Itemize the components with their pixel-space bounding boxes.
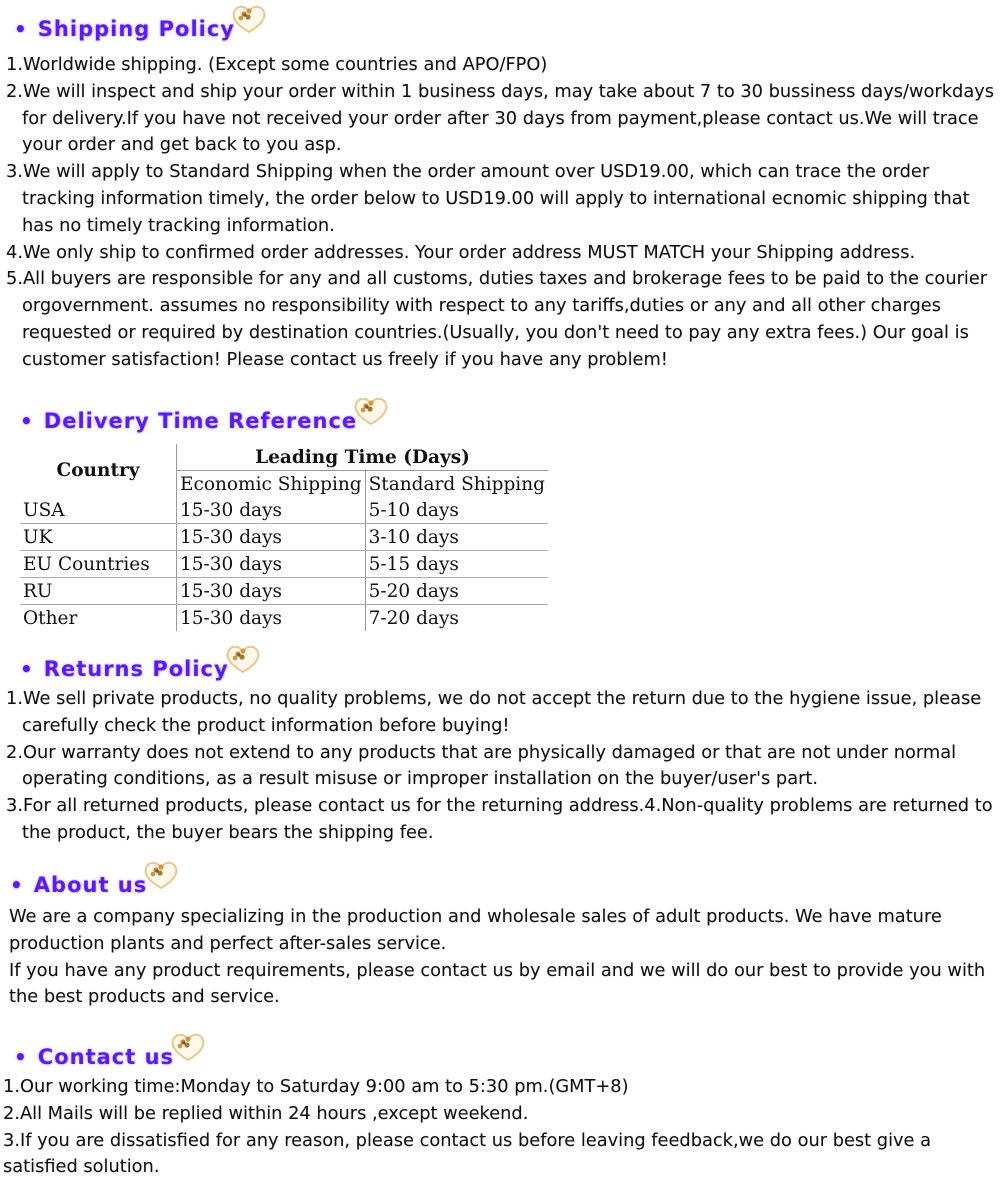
shipping-policy-list: [6, 52, 996, 374]
header-economic: Economic Shipping: [177, 471, 366, 498]
delivery-time-table: [20, 444, 548, 631]
contact-us-title: Contact us: [37, 1045, 175, 1069]
returns-policy-title: Returns Policy: [43, 657, 229, 681]
country-cell: Other: [23, 607, 78, 629]
heart-flower-icon: [349, 394, 393, 428]
country-cell: USA: [20, 497, 177, 524]
contact-item: 3.If you are dissatisfied for any reason, please contact us before leaving feedback,we do our best give a satisfied solution.: [3, 1129, 932, 1178]
heart-flower-icon: [227, 2, 271, 36]
contact-us-heading: [14, 1040, 210, 1074]
table-row: [20, 524, 548, 551]
heart-flower-icon: [166, 1030, 210, 1064]
standard-cell: 5-15 days: [365, 551, 548, 578]
table-row: [20, 497, 548, 524]
about-paragraph: We are a company specializing in the production and wholesale sales of adult products. We have mature production plants and perfect after-sales service.: [9, 906, 942, 954]
about-us-text: [6, 904, 996, 1011]
shipping-policy-heading: [14, 12, 271, 46]
country-cell: EU Countries: [20, 551, 177, 578]
delivery-time-title: Delivery Time Reference: [43, 409, 358, 433]
bullet-icon: •: [14, 17, 28, 41]
shipping-item: 1.Worldwide shipping. (Except some countries and APO/FPO): [6, 54, 548, 75]
country-cell: UK: [20, 524, 177, 551]
shipping-item: 2.We will inspect and ship your order within 1 business days, may take about 7 to 30 bussiness days/workdays for delivery.If you have not received your order after 30 days from payment,please contact us.We will trace your order and get back to you asp.: [6, 80, 994, 156]
returns-policy-list: [6, 686, 996, 847]
country-cell: RU: [20, 578, 177, 605]
standard-cell: 3-10 days: [365, 524, 548, 551]
table-row: [20, 578, 548, 605]
contact-item: 1.Our working time:Monday to Saturday 9:00 am to 5:30 pm.(GMT+8): [3, 1076, 629, 1097]
about-us-title: About us: [33, 873, 148, 897]
economic-cell: 15-30 days: [177, 497, 366, 524]
table-row: [20, 551, 548, 578]
shipping-policy-title: Shipping Policy: [37, 17, 235, 41]
shipping-item: 4.We only ship to confirmed order addresses. Your order address MUST MATCH your Shipping address.: [6, 241, 916, 263]
bullet-icon: •: [20, 409, 34, 433]
returns-item: 2.Our warranty does not extend to any products that are physically damaged or that are not under normal operating conditions, as a result misuse or improper installation on the buyer/user's part.: [6, 741, 957, 790]
returns-item: 3.For all returned products, please contact us for the returning address.4.Non-quality problems are returned to the product, the buyer bears the shipping fee.: [6, 795, 993, 843]
about-paragraph: If you have any product requirements, please contact us by email and we will do our best to provide you with the best products and service.: [9, 959, 986, 1008]
returns-item: 1.We sell private products, no quality problems, we do not accept the return due to the hygiene issue, please carefully check the product information before buying!: [6, 688, 982, 736]
economic-cell: 15-30 days: [177, 578, 366, 605]
economic-cell: 15-30 days: [177, 605, 366, 632]
returns-policy-heading: [20, 652, 265, 686]
contact-us-list: [3, 1074, 993, 1181]
header-standard: Standard Shipping: [365, 471, 548, 498]
header-leading-time: Leading Time (Days): [177, 444, 548, 471]
shipping-item: 3.We will apply to Standard Shipping when the order amount over USD19.00, which can trace the order tracking information timely, the order below to USD19.00 will apply to international ecnomic shipping that has no timely tracking information.: [6, 161, 970, 236]
shipping-item: 5.All buyers are responsible for any and all customs, duties taxes and brokerage fees to be paid to the courier orgovernment. assumes no responsibility with respect to any tariffs,duties or any and all other charges requested or required by destination countries.(Usually, you don't need to pay any extra fees.) Our goal is customer satisfaction! Please contact us freely if you have any problem!: [6, 268, 988, 370]
economic-cell: 15-30 days: [177, 551, 366, 578]
bullet-icon: •: [10, 873, 24, 897]
contact-item: 2.All Mails will be replied within 24 hours ,except weekend.: [3, 1102, 529, 1124]
heart-flower-icon: [221, 642, 265, 676]
table-row: [20, 605, 548, 632]
header-country: Country: [56, 460, 140, 481]
about-us-heading: [10, 868, 183, 902]
standard-cell: 5-20 days: [365, 578, 548, 605]
economic-cell: 15-30 days: [177, 524, 366, 551]
delivery-time-heading: [20, 404, 393, 438]
standard-cell: 7-20 days: [365, 605, 548, 632]
heart-flower-icon: [139, 858, 183, 892]
bullet-icon: •: [20, 657, 34, 681]
standard-cell: 5-10 days: [365, 497, 548, 524]
bullet-icon: •: [14, 1045, 28, 1069]
